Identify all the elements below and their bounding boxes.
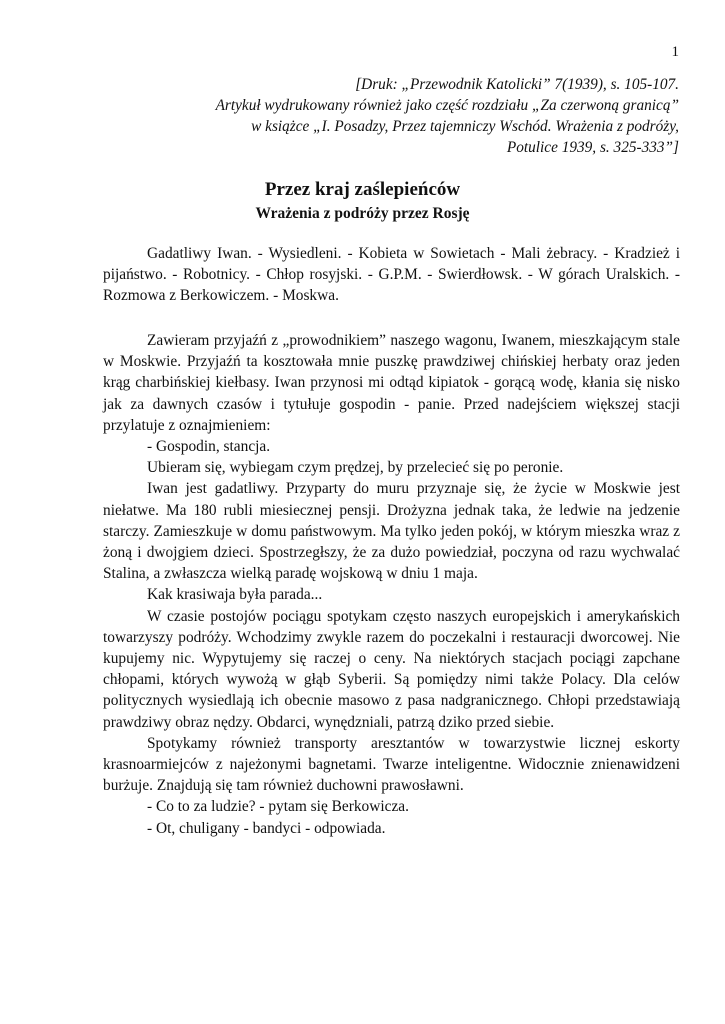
article-body xyxy=(103,330,680,839)
source-note-line: Potulice 1939, s. 325-333”] xyxy=(506,139,679,156)
body-paragraph: Zawieram przyjaźń z „prowodnikiem” naszego wagonu, Iwanem, mieszkającym stale w Moskwie. Przyjaźń ta kosztowała mnie puszkę prawdziwej chińskiej herbaty oraz jeden krąg charbińskiej kiełbasy. Iwan przynosi mi odtąd kipiatok - gorącą wodę, kłania się nisko jak za dawnych czasów i tytułuje gospodin - panie. Przed nadejściem większej stacji przylatuje z oznajmieniem: xyxy=(103,332,680,434)
source-note-line: [Druk: „Przewodnik Katolicki” 7(1939), s. 105-107. xyxy=(355,76,679,93)
body-paragraph: - Co to za ludzie? - pytam się Berkowicza. xyxy=(147,798,409,816)
body-paragraph: - Ot, chuligany - bandyci - odpowiada. xyxy=(147,819,386,837)
source-note-line: w książce „I. Posadzy, Przez tajemniczy Wschód. Wrażenia z podróży, xyxy=(251,118,679,135)
body-paragraph: Iwan jest gadatliwy. Przyparty do muru przyznaje się, że życie w Moskwie jest niełatwe. Ma 180 rubli miesiecznej pensji. Drożyzna jednak taka, że ledwie na jedzenie starczy. Zamieszkuje w domu państwowym. Ma tylko jeden pokój, w którym mieszka wraz z żoną i dwojgiem dzieci. Spostrzegłszy, że za dużo powiedział, poczyna od razu wychwalać Stalina, a zwłaszcza wielką paradę wojskową w dniu 1 maja. xyxy=(103,480,680,583)
body-paragraph: W czasie postojów pociągu spotykam często naszych europejskich i amerykańskich towarzyszy podróży. Wchodzimy zwykle razem do poczekalni i restauracji dworcowej. Nie kupujemy nic. Wypytujemy się raczej o ceny. Na niektórych stacjach pociągi zapchane chłopami, których wywożą w głąb Syberii. Są pomiędzy nimi także Polacy. Dla celów politycznych wysiedlają ich obecnie masowo z pasa nadgranicznego. Chłopi przedstawiają prawdziwy obraz nędzy. Obdarci, wynędzniali, patrzą dziko przed siebie. xyxy=(103,607,680,731)
body-paragraph: - Gospodin, stancja. xyxy=(147,438,271,456)
article-subtitle: Wrażenia z podróży przez Rosję xyxy=(255,205,470,222)
page-number: 1 xyxy=(671,44,679,60)
article-title: Przez kraj zaślepieńców xyxy=(264,179,461,200)
summary-paragraph: Gadatliwy Iwan. - Wysiedleni. - Kobieta w Sowietach - Mali żebracy. - Kradzież i pijaństwo. - Robotnicy. - Chłop rosyjski. - G.P.M. - Swierdłowsk. - W górach Uralskich. - Rozmowa z Berkowiczem. - Moskwa. xyxy=(103,245,680,305)
chapter-summary xyxy=(103,243,680,307)
source-note xyxy=(79,74,679,158)
body-paragraph: Ubieram się, wybiegam czym prędzej, by przelecieć się po peronie. xyxy=(147,459,564,477)
source-note-line: Artykuł wydrukowany również jako część rozdziału „Za czerwoną granicą” xyxy=(215,97,679,114)
body-paragraph: Kak krasiwaja była parada... xyxy=(147,586,323,604)
body-paragraph: Spotykamy również transporty aresztantów w towarzystwie licznej eskorty krasnoarmiejców z najeżonymi bagnetami. Twarze inteligentne. Widocznie znienawidzeni burżuje. Znajdują się tam również duchowni prawosławni. xyxy=(103,734,680,795)
